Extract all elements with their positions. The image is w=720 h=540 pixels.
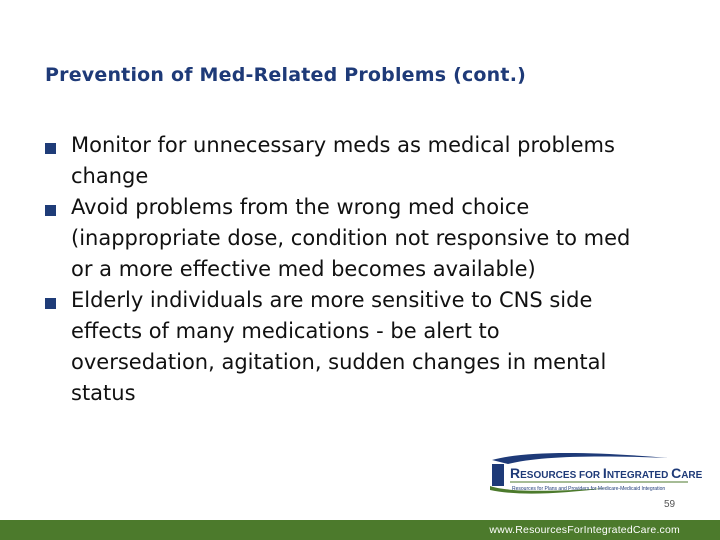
square-bullet-icon [45,143,56,154]
bullet-line: (inappropriate dose, condition not responsive to med [71,226,631,250]
bullet-line: effects of many medications - be alert to [71,319,500,343]
bullet-line: Avoid problems from the wrong med choice [71,195,530,219]
bullet-item [45,130,695,192]
bullet-list [45,130,695,409]
square-bullet-icon [45,205,56,216]
svg-text:RESOURCES FOR INTEGRATED CARE [510,465,703,481]
logo-mark-icon [492,464,504,486]
organization-logo [488,452,703,498]
page-number: 59 [664,499,676,510]
square-bullet-icon [45,298,56,309]
bullet-line: or a more effective med becomes available) [71,257,536,281]
footer-url[interactable]: www.ResourcesForIntegratedCare.com [489,524,680,536]
bullet-line: oversedation, agitation, sudden changes in mental [71,350,607,374]
bullet-line: Elderly individuals are more sensitive to CNS side [71,288,593,312]
logo-title-letter: R [510,465,521,481]
bullet-line: status [71,381,136,405]
bullet-item [45,192,695,285]
bullet-line: change [71,164,149,188]
logo-title-letter: C [671,465,682,481]
logo-title-letter: I [602,465,607,481]
bullet-line: Monitor for unnecessary meds as medical problems [71,133,615,157]
logo-title-part: NTEGRATED [606,470,672,481]
logo-title-part: ESOURCES FOR [520,470,603,481]
slide-title: Prevention of Med-Related Problems (cont.) [45,64,526,86]
footer-bar [0,520,720,540]
logo-title-part: ARE [681,470,703,481]
bullet-item [45,285,695,409]
logo-subtitle: Resources for Plans and Providers for Medicare-Medicaid Integration [512,486,666,492]
logo-swoosh-icon [492,453,668,464]
